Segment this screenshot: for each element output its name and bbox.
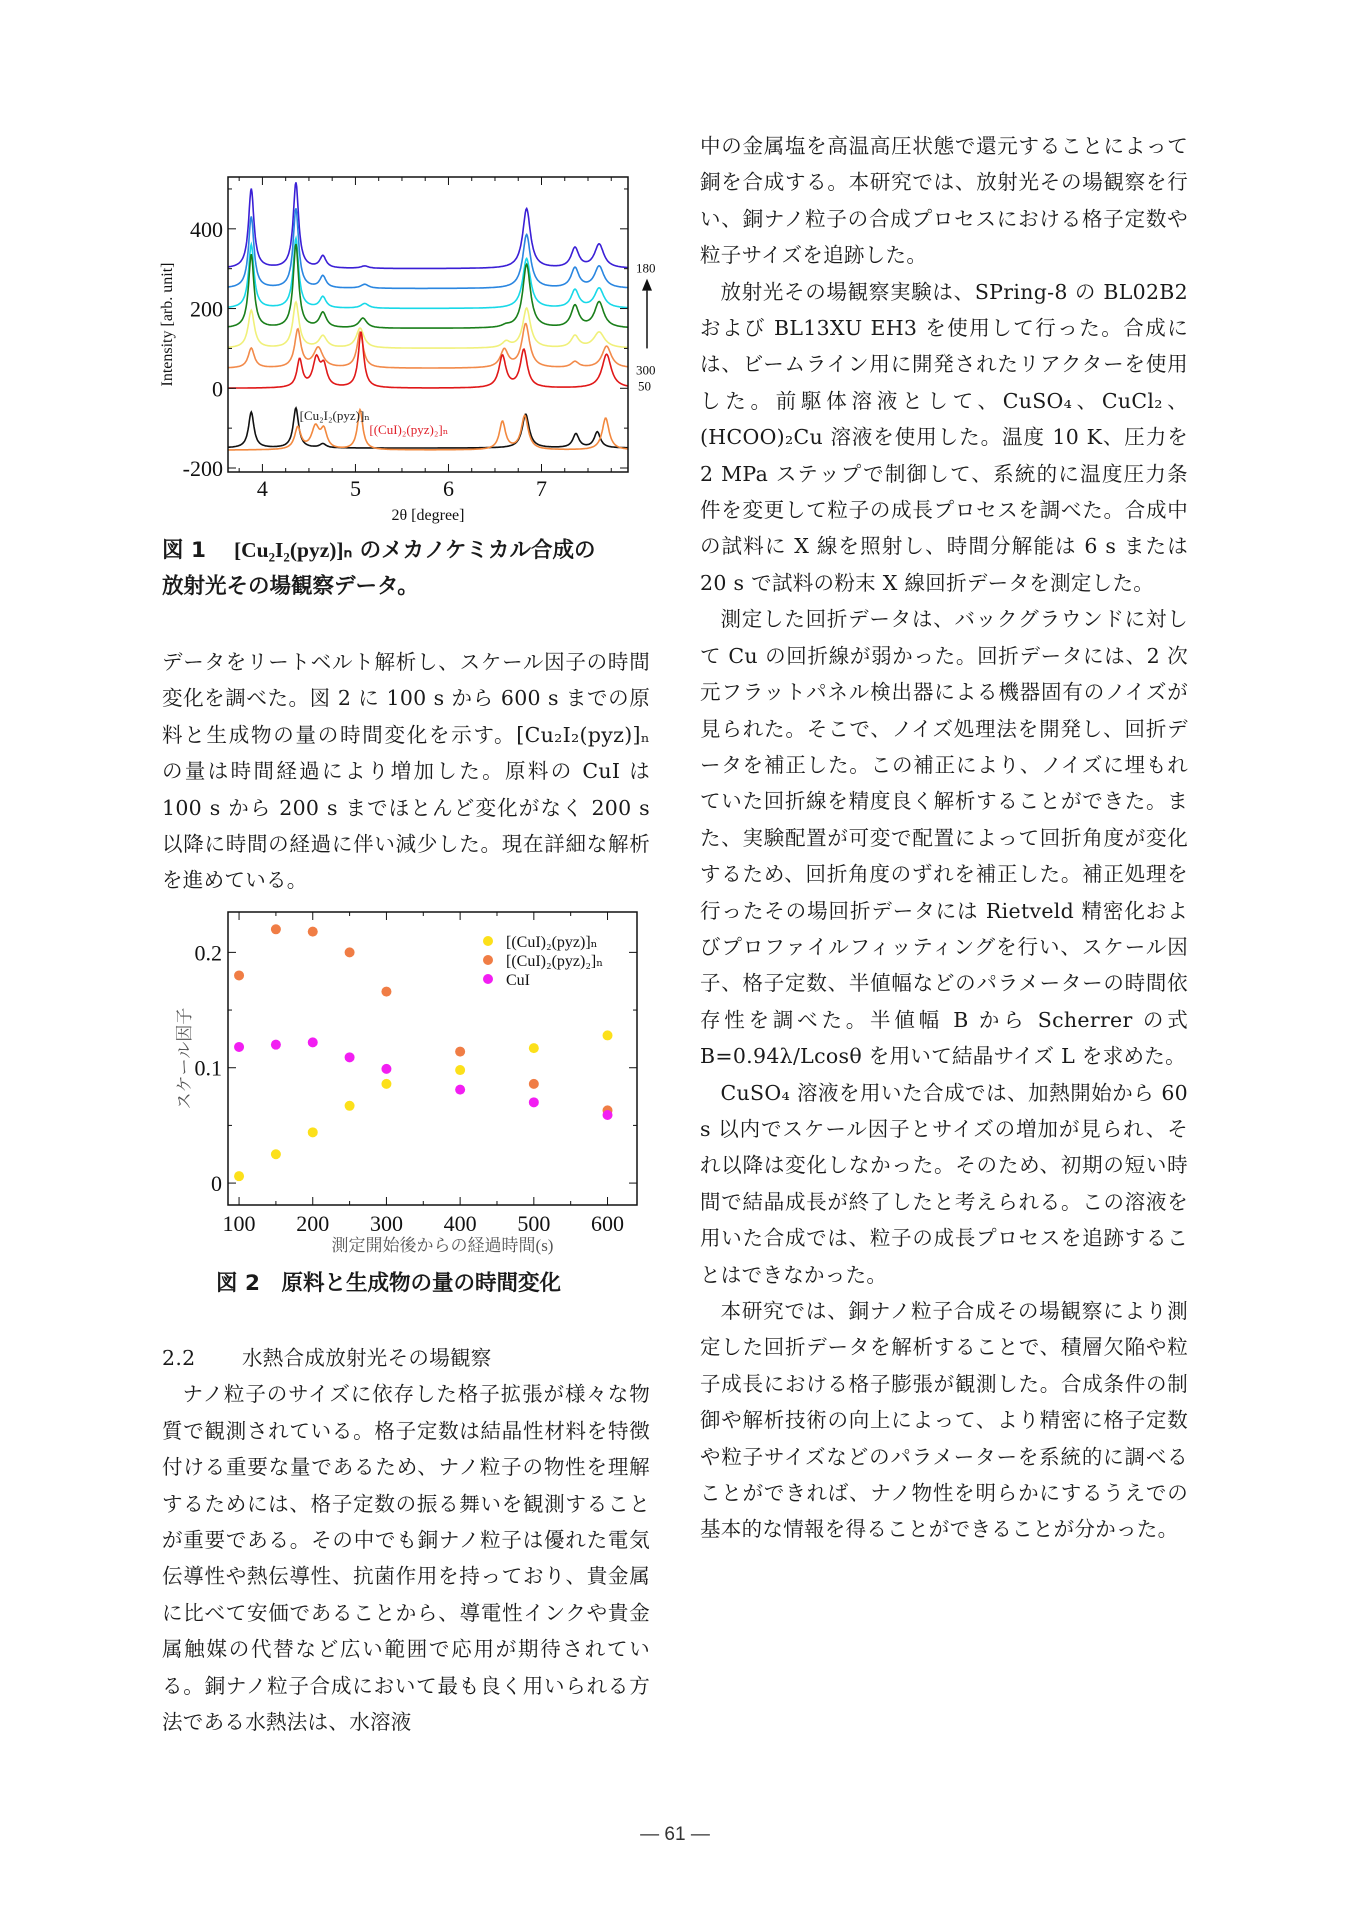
svg-text:5: 5 [349,476,361,501]
figure-2 [160,900,660,1255]
svg-text:0.2: 0.2 [194,940,222,966]
figure-1-caption-text: のメカノケミカル合成の [352,538,596,563]
svg-text:400: 400 [443,1211,477,1236]
legend-marker [483,974,493,984]
legend-marker [483,955,493,965]
svg-text:600: 600 [591,1211,625,1236]
svg-text:2θ [degree]: 2θ [degree] [391,507,465,524]
data-point [381,1079,391,1089]
data-point [381,987,391,997]
left-column-text-lower [162,1340,650,1740]
data-point [271,1040,281,1050]
data-point [308,1127,318,1137]
legend-label: [(CuI)₂(pyz)]ₙ [506,934,598,951]
svg-text:6: 6 [442,476,454,501]
svg-text:300: 300 [636,362,656,378]
svg-text:Intensity [arb. unit]: Intensity [arb. unit] [159,262,176,387]
data-point [529,1097,539,1107]
data-point [271,924,281,934]
section-title: 水熱合成放射光その場観察 [242,1346,492,1370]
paragraph: 中の金属塩を高温高圧状態で還元することによって銅を合成する。本研究では、放射光その場観察を行い、銅ナノ粒子の合成プロセスにおける格子定数や粒子サイズを追跡した。 [700,134,1188,268]
data-point [345,1052,355,1062]
figure-1-caption-line2: 放射光その場観察データ。 [162,574,419,599]
svg-text:スケール因子: スケール因子 [175,1007,194,1110]
section-heading [162,1340,650,1376]
svg-text:100: 100 [222,1211,256,1236]
data-point [529,1079,539,1089]
xrd-series-line [228,182,628,268]
svg-text:-200: -200 [182,456,223,482]
figure-1-formula: [Cu₂I₂(pyz)]ₙ [233,538,353,562]
svg-text:180: 180 [636,260,656,276]
legend-label: CuI [506,972,530,989]
data-point [529,1043,539,1053]
figure-1 [150,160,690,524]
paragraph: データをリートベルト解析し、スケール因子の時間変化を調べた。図 2 に 100 s から 600 s までの原料と生成物の量の時間変化を示す。[Cu₂I₂(pyz)]ₙ の量は時間経過により増加した。原料の CuI は 100 s から 200 s までほとんど変化がなく 200 s 以降に時間の経過に伴い減少した。現在詳細な解析を進めている。 [162,650,650,893]
section-number: 2.2 [162,1346,196,1370]
data-point [381,1064,391,1074]
xrd-series-line [228,208,628,288]
arrow-up-icon [642,279,652,291]
data-point [308,927,318,937]
svg-text:50: 50 [638,378,651,394]
xrd-chart [150,160,690,524]
data-point [234,1171,244,1181]
paragraph: 放射光その場観察実験は、SPring-8 の BL02B2 および BL13XU EH3 を使用して行った。合成には、ビームライン用に開発されたリアクターを使用した。前駆体溶液として、CuSO₄、CuCl₂、(HCOO)₂Cu 溶液を使用した。温度 10 K、圧力を 2 MPa ステップで制御して、系統的に温度圧力条件を変更して粒子の成長プロセスを調べた。合成中の試料に X 線を照射し、時間分解能は 6 s または 20 s で試料の粉末 X 線回折データを測定した。 [700,279,1188,595]
scale-factor-chart [160,900,660,1255]
data-point [234,1042,244,1052]
right-column-text [700,128,1188,1548]
data-point [345,947,355,957]
data-point [455,1065,465,1075]
figure-2-caption: 図 2 原料と生成物の量の時間変化 [216,1271,561,1296]
svg-text:0: 0 [211,1171,222,1197]
svg-text:300: 300 [369,1211,403,1236]
svg-text:0: 0 [212,376,223,402]
data-point [603,1030,613,1040]
data-point [345,1101,355,1111]
data-point [455,1085,465,1095]
data-point [455,1047,465,1057]
svg-text:7: 7 [535,476,547,501]
xrd-series-line [228,324,628,368]
legend-marker [483,936,493,946]
svg-text:4: 4 [256,476,268,501]
paragraph: ナノ粒子のサイズに依存した格子拡張が様々な物質で観測されている。格子定数は結晶性材料を特徴付ける重要な量であるため、ナノ粒子の物性を理解するためには、格子定数の振る舞いを観測することが重要である。その中でも銅ナノ粒子は優れた電気伝導性や熱伝導性、抗菌作用を持っており、貴金属に比べて安価であることから、導電性インクや貴金属触媒の代替など広い範囲で応用が期待されている。銅ナノ粒子合成において最も良く用いられる方法である水熱法は、水溶液 [162,1382,650,1735]
data-point [271,1149,281,1159]
svg-text:0.1: 0.1 [194,1055,222,1081]
paragraph: 測定した回折データは、バックグラウンドに対して Cu の回折線が弱かった。回折データには、2 次元フラットパネル検出器による機器固有のノイズが見られた。そこで、ノイズ処理法を開発し、回折データを補正した。この補正により、ノイズに埋もれていた回折線を精度良く解析することができた。また、実験配置が可変で配置によって回折角度が変化するため、回折角度のずれを補正した。補正処理を行ったその場回折データには Rietveld 精密化およびプロファイルフィッティングを行い、スケール因子、格子定数、半値幅などのパラメーターの時間依存性を調べた。半値幅 B から Scherrer の式 B=0.94λ/Lcosθ を用いて結晶サイズ L を求めた。 [700,607,1188,1069]
paragraph: 本研究では、銅ナノ粒子合成その場観察により測定した回折データを解析することで、積層欠陥や粒子成長における格子膨張が観測した。合成条件の制御や解析技術の向上によって、より精密に格子定数や粒子サイズなどのパラメーターを系統的に調べることができれば、ナノ物性を明らかにするうえでの基本的な情報を得ることができることが分かった。 [700,1299,1188,1542]
page-number: — 61 — [640,1824,710,1845]
svg-text:測定開始後からの経過時間(s): 測定開始後からの経過時間(s) [331,1236,554,1255]
svg-text:400: 400 [190,216,223,242]
paragraph: CuSO₄ 溶液を用いた合成では、加熱開始から 60 s 以内でスケール因子とサイズの増加が見られ、それ以降は変化しなかった。そのため、初期の短い時間で結晶成長が終了したと考えられる。この溶液を用いた合成では、粒子の成長プロセスを追跡することはできなかった。 [700,1080,1188,1287]
figure-1-label: 図 1 [162,538,206,563]
svg-text:200: 200 [296,1211,330,1236]
legend-label: [(CuI)₂(pyz)₂]ₙ [506,953,604,970]
svg-text:500: 500 [517,1211,551,1236]
data-point [234,970,244,980]
left-column-text-upper [162,644,650,899]
svg-text:200: 200 [190,296,223,322]
xrd-series-line [228,238,628,308]
data-point [603,1110,613,1120]
data-point [308,1037,318,1047]
figure-1-caption [162,532,662,605]
series-inline-label: [Cu₂I₂(pyz)]ₙ [299,408,370,424]
series-inline-label: [(CuI)₂(pyz)₂]ₙ [369,422,449,438]
